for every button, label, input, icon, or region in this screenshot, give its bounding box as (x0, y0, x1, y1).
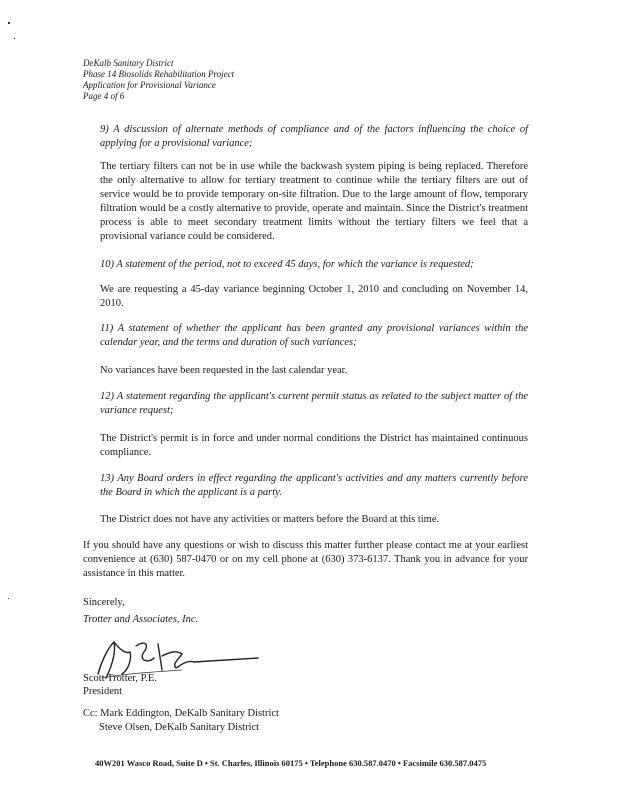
question-12: 12) A statement regarding the applicant's current permit status as related to the subject matter of the variance request; (100, 391, 528, 416)
header-district: DeKalb Sanitary District (83, 58, 174, 68)
signer-title: President (83, 686, 123, 697)
answer-13: The District does not have any activities or matters before the Board at this time. (100, 514, 440, 525)
question-11: 11) A statement of whether the applicant has been granted any provisional variances within the calendar year, and the terms and duration of such variances; (100, 323, 528, 348)
answer-11: No variances have been requested in the last calendar year. (100, 365, 348, 376)
closing-paragraph: If you should have any questions or wish to discuss this matter further please contact me at your earliest convenience at (630) 587-0470 or on my cell phone at (630) 373-6137. Thank you in advance for your assistance in this matter. (83, 540, 528, 579)
header-application: Application for Provisional Variance (83, 80, 216, 90)
cc-line-2: Steve Olsen, DeKalb Sanitary District (99, 722, 260, 733)
scan-speck (8, 598, 9, 599)
header-page-number: Page 4 of 6 (83, 91, 125, 101)
question-13: 13) Any Board orders in effect regarding the applicant's activities and any matters currently before the Board in which the applicant is a party. (100, 473, 528, 498)
letter-header (83, 58, 234, 102)
cc-line-1: Cc: Mark Eddington, DeKalb Sanitary District (83, 708, 279, 719)
salutation: Sincerely, (83, 597, 125, 608)
answer-12: The District's permit is in force and under normal conditions the District has maintained continuous compliance. (100, 433, 528, 458)
answer-9: The tertiary filters can not be in use while the backwash system piping is being replaced. Therefore the only alternative to allow for tertiary treatment to continue while the tertiary filters are out of service would be to provide temporary on-site filtration. Due to the large amount of flow, temporary filtration would be a costly alternative to provide, operate and maintain. Since the District's treatment process is able to meet secondary treatment limits without the tertiary filters we feel that a provisional variance could be considered. (100, 161, 528, 242)
answer-10: We are requesting a 45-day variance beginning October 1, 2010 and concluding on November 14, 2010. (100, 284, 528, 309)
company-name: Trotter and Associates, Inc. (83, 614, 199, 625)
question-10: 10) A statement of the period, not to exceed 45 days, for which the variance is requested; (100, 259, 474, 270)
signer-name: Scott Trotter, P.E. (83, 673, 157, 684)
header-project: Phase 14 Biosolids Rehabilitation Project (83, 69, 235, 79)
question-9: 9) A discussion of alternate methods of compliance and of the factors influencing the choice of applying for a provisional variance; (100, 124, 528, 149)
scan-speck (14, 38, 15, 39)
scan-speck (8, 22, 10, 24)
letterhead-footer: 40W201 Wasco Road, Suite D • St. Charles, Illinois 60175 • Telephone 630.587.0470 • Facsimile 630.587.0475 (95, 758, 487, 768)
